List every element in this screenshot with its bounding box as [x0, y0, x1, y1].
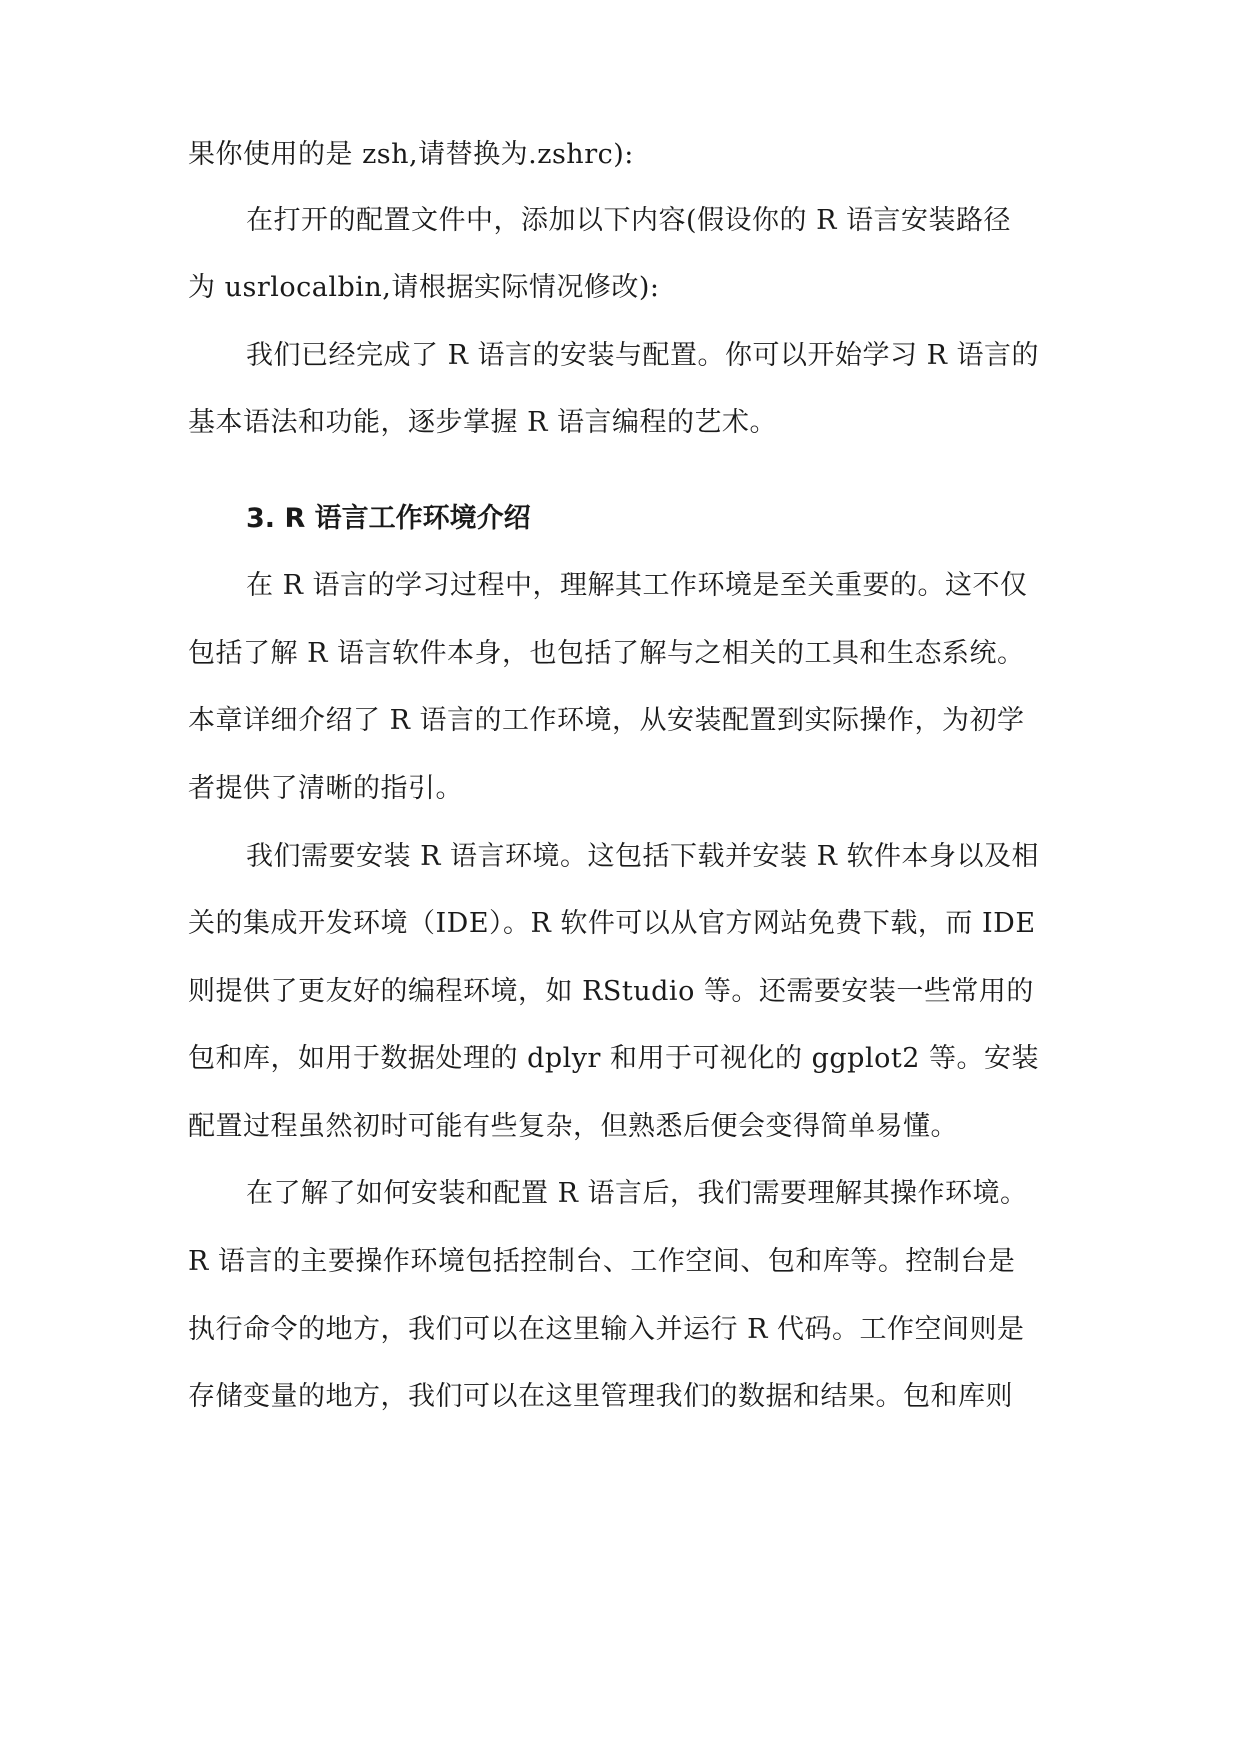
- paragraph-line: 在了解了如何安装和配置 R 语言后，我们需要理解其操作环境。: [246, 1178, 1028, 1209]
- paragraph-line: 在 R 语言的学习过程中，理解其工作环境是至关重要的。这不仅: [246, 570, 1028, 601]
- paragraph-line: 存储变量的地方，我们可以在这里管理我们的数据和结果。包和库则: [188, 1381, 1013, 1412]
- paragraph-line: 果你使用的是 zsh,请替换为.zshrc):: [188, 139, 634, 170]
- paragraph-line: 为 usrlocalbin,请根据实际情况修改):: [188, 272, 660, 303]
- paragraph-line: 本章详细介绍了 R 语言的工作环境，从安装配置到实际操作，为初学: [188, 705, 1025, 736]
- section-heading: 3. R 语言工作环境介绍: [246, 503, 531, 534]
- paragraph-line: R 语言的主要操作环境包括控制台、工作空间、包和库等。控制台是: [188, 1246, 1016, 1277]
- paragraph-line: 基本语法和功能，逐步掌握 R 语言编程的艺术。: [188, 407, 777, 438]
- paragraph-line: 包和库，如用于数据处理的 dplyr 和用于可视化的 ggplot2 等。安装: [188, 1043, 1039, 1074]
- paragraph-line: 则提供了更友好的编程环境，如 RStudio 等。还需要安装一些常用的: [188, 976, 1034, 1007]
- paragraph-line: 我们需要安装 R 语言环境。这包括下载并安装 R 软件本身以及相: [246, 841, 1039, 872]
- paragraph-line: 我们已经完成了 R 语言的安装与配置。你可以开始学习 R 语言的: [246, 340, 1039, 371]
- paragraph-line: 配置过程虽然初时可能有些复杂，但熟悉后便会变得简单易懂。: [188, 1111, 958, 1142]
- paragraph-line: 在打开的配置文件中，添加以下内容(假设你的 R 语言安装路径: [246, 205, 1012, 236]
- paragraph-line: 者提供了清晰的指引。: [188, 773, 463, 804]
- paragraph-line: 关的集成开发环境（IDE）。R 软件可以从官方网站免费下载，而 IDE: [188, 908, 1036, 939]
- paragraph-line: 包括了解 R 语言软件本身，也包括了解与之相关的工具和生态系统。: [188, 638, 1025, 669]
- paragraph-line: 执行命令的地方，我们可以在这里输入并运行 R 代码。工作空间则是: [188, 1314, 1025, 1345]
